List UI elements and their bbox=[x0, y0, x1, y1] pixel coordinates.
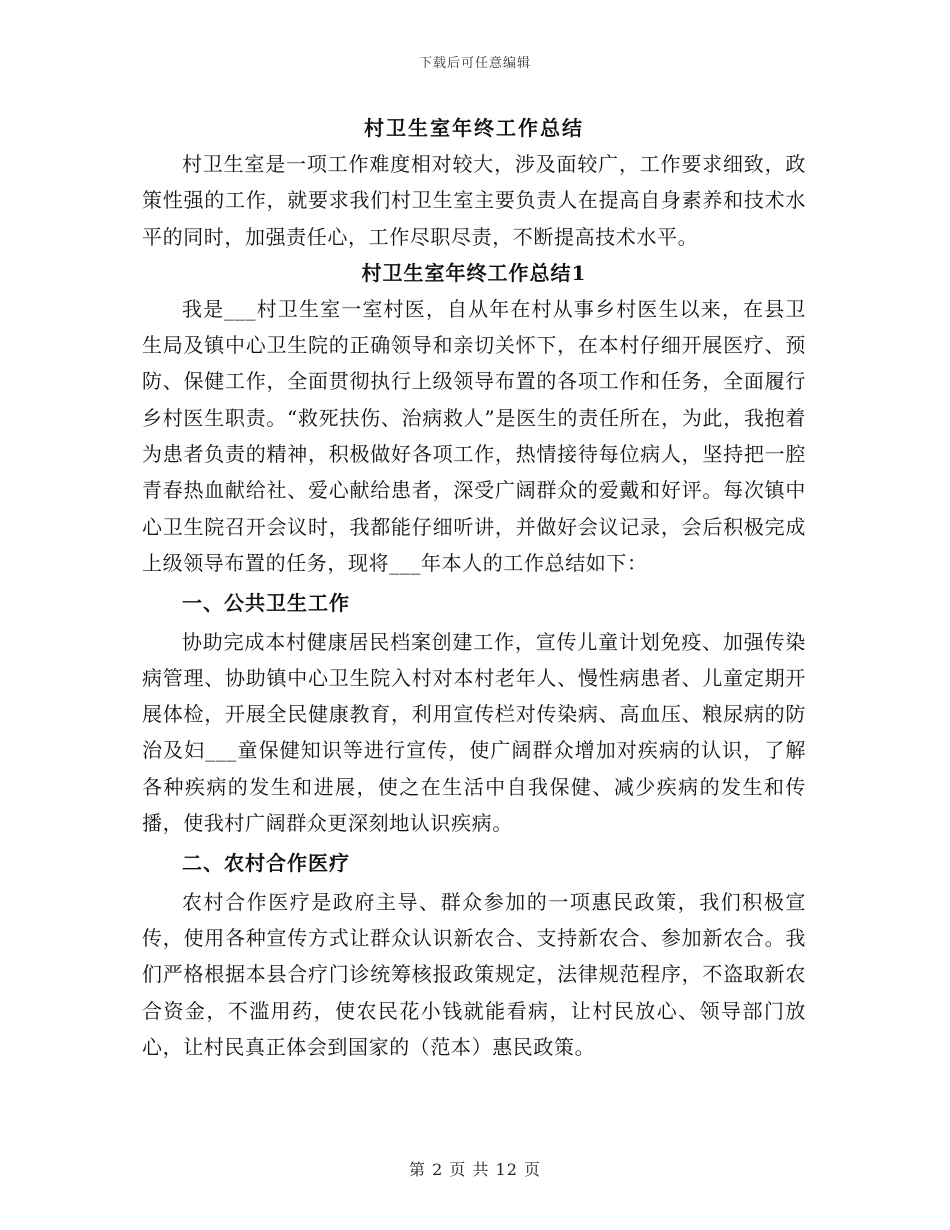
paragraph-1: 我是___村卫生室一室村医，自从年在村从事乡村医生以来，在县卫生局及镇中心卫生院的正确领导和亲切关怀下，在本村仔细开展医疗、预防、保健工作，全面贯彻执行上级领导布置的各项工作和任务，全面履行乡村医生职责。“救死扶伤、治病救人”是医生的责任所在，为此，我抱着为患者负责的精神，积极做好各项工作，热情接待每位病人，坚持把一腔青春热血献给社、爱心献给患者，深受广阔群众的爱戴和好评。每次镇中心卫生院召开会议时，我都能仔细听讲，并做好会议记录，会后积极完成上级领导布置的任务，现将___年本人的工作总结如下： bbox=[142, 296, 806, 575]
page-number-footer: 第 2 页 共 12 页 bbox=[409, 1160, 541, 1179]
document-title: 村卫生室年终工作总结 bbox=[364, 116, 584, 140]
page-header-note: 下载后可任意编辑 bbox=[418, 56, 531, 71]
section-1-heading: 一、公共卫生工作 bbox=[182, 591, 350, 616]
document-subtitle: 村卫生室年终工作总结1 bbox=[361, 260, 587, 285]
document-body bbox=[142, 110, 806, 1065]
intro-paragraph: 村卫生室是一项工作难度相对较大，涉及面较广，工作要求细致，政策性强的工作，就要求我们村卫生室主要负责人在提高自身素养和技术水平的同时，加强责任心，工作尽职尽责，不断提高技术水平。 bbox=[142, 152, 806, 249]
section-1-body: 协助完成本村健康居民档案创建工作，宣传儿童计划免疫、加强传染病管理、协助镇中心卫生院入村对本村老年人、慢性病患者、儿童定期开展体检，开展全民健康教育，利用宣传栏对传染病、高血压、粮尿病的防治及妇___童保健知识等进行宣传，使广阔群众增加对疾病的认识，了解各种疾病的发生和进展，使之在生活中自我保健、减少疾病的发生和传播，使我村广阔群众更深刻地认识疾病。 bbox=[142, 629, 806, 836]
section-2-heading: 二、农村合作医疗 bbox=[182, 851, 350, 876]
section-2-body: 农村合作医疗是政府主导、群众参加的一项惠民政策，我们积极宣传，使用各种宣传方式让群众认识新农合、支持新农合、参加新农合。我们严格根据本县合疗门诊统筹核报政策规定，法律规范程序，不盗取新农合资金，不滥用药，使农民花小钱就能看病，让村民放心、领导部门放心，让村民真正体会到国家的（范本）惠民政策。 bbox=[142, 889, 806, 1059]
